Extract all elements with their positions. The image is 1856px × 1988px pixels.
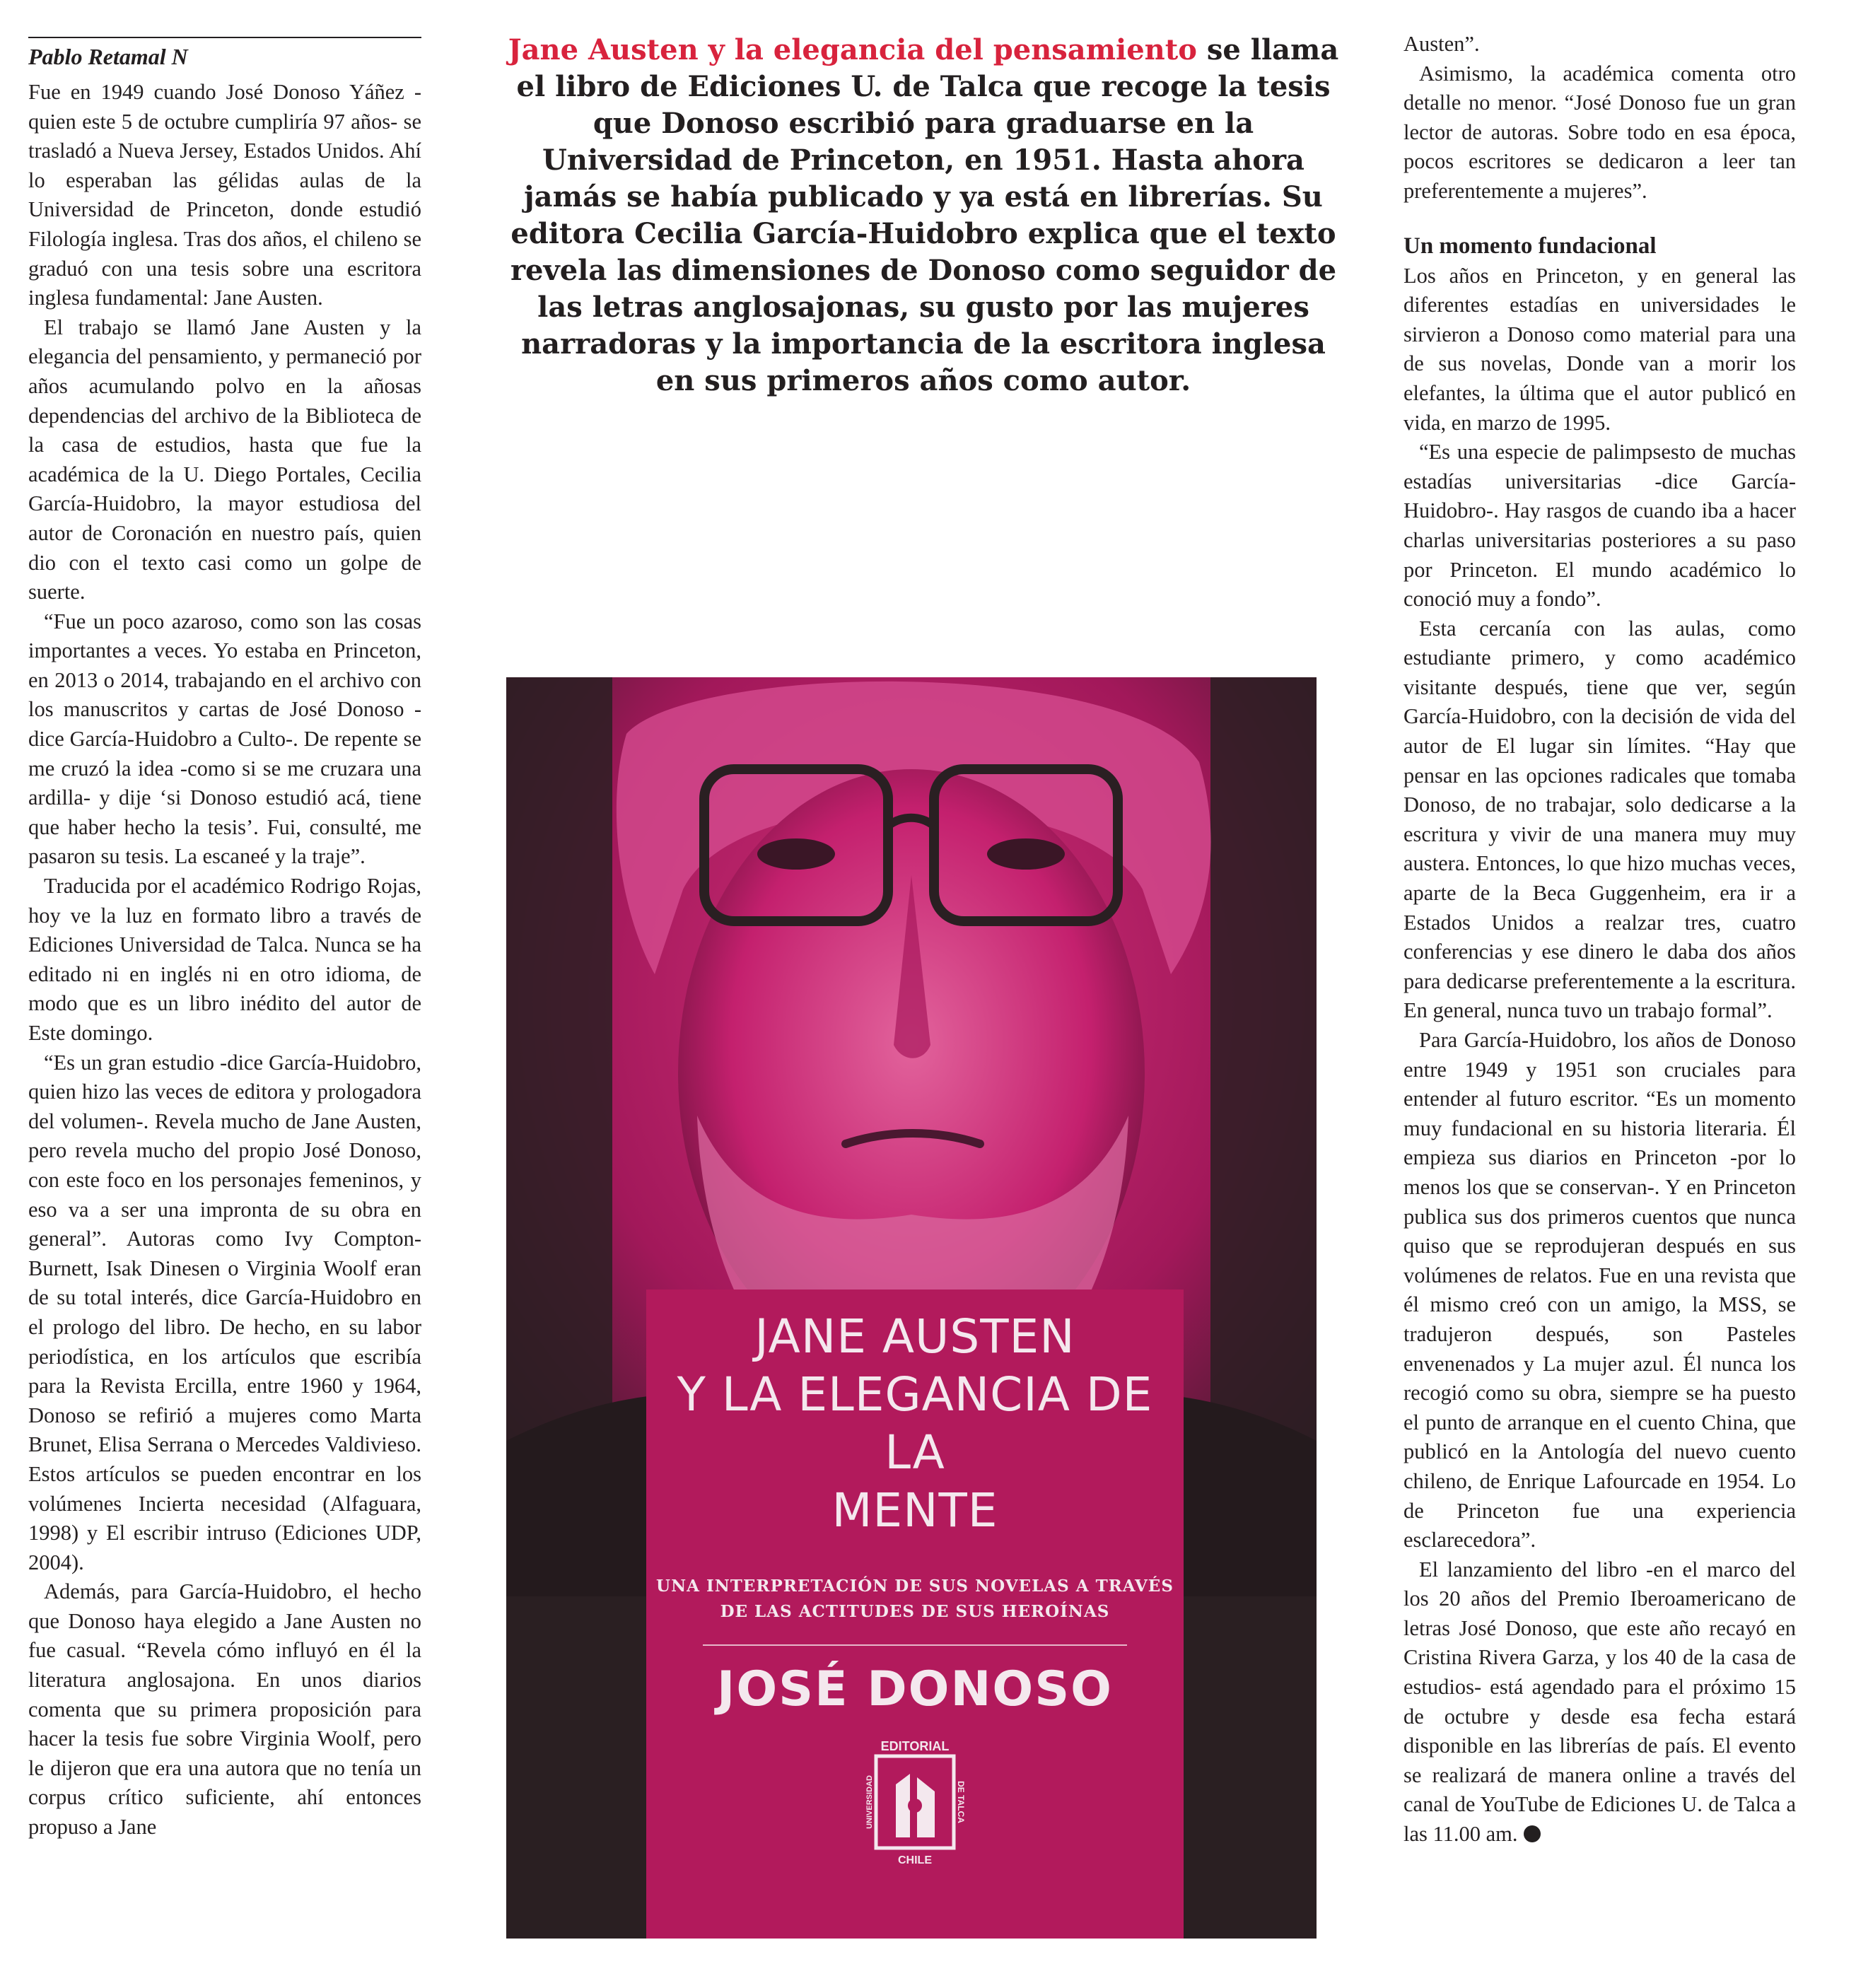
paragraph: Para García-Huidobro, los años de Donoso entre 1949 y 1951 son cruciales para entender al futuro escritor. “Es un momento muy fundacional en su historia literaria. Él empieza sus diarios en Princeton -por lo menos los que se conservan-. Y en Princeton publica sus dos primeros cuentos que nunca quiso que se reprodujeran después en sus volúmenes de relatos. Fue en una revista que él mismo creó con un amigo, la MSS, se tradujeron después, son Pasteles envenenados y La mujer azul. Él nunca los recogió como su obra, siempre se ha puesto el punto de arranque en el cuento China, que publicó en la Antología del nuevo cuento chileno, de Enrique Lafourcade en 1954. Lo de Princeton fue una experiencia esclarecedora”. — [1403, 1028, 1796, 1553]
paragraph: “Fue un poco azaroso, como son las cosas importantes a veces. Yo estaba en Princeton, en 2013 o 2014, trabajando en el archivo con los manuscritos y cartas de José Donoso -dice García-Huidobro a Culto-. De repente se me cruzó la idea -como si se me cruzara una ardilla- y dije ‘si Donoso estudió acá, tiene que haber hecho la tesis’. Fui, consulté, me pasaron su tesis. La escaneé y la traje”. — [28, 609, 421, 869]
seal-left-text: UNIVERSIDAD — [865, 1775, 874, 1829]
end-mark-icon — [1524, 1825, 1541, 1842]
paragraph: Los años en Princeton, y en general las diferentes estadías en universidades le sirvieron a Donoso como material para una de sus novelas, Donde van a morir los elefantes, la última que el autor publicó en vida, en marzo de 1995. — [1403, 263, 1796, 435]
paragraph: Asimismo, la académica comenta otro detalle no menor. “José Donoso fue un gran lector de autoras. Sobre todo en esa época, pocos escritores se dedicaron a leer tan preferentemente a mujeres”. — [1403, 61, 1796, 203]
cover-author: JOSÉ DONOSO — [717, 1661, 1113, 1717]
cover-subtitle — [646, 1574, 1184, 1625]
cover-divider — [703, 1644, 1127, 1646]
paragraph: Fue en 1949 cuando José Donoso Yáñez -quien este 5 de octubre cumpliría 97 años- se trasladó a Nueva Jersey, Estados Unidos. Ahí lo esperaban las gélidas aulas de la Universidad de Princeton, donde estudió Filología inglesa. Tras dos años, el chileno se graduó con una tesis sobre una escritora inglesa fundamental: Jane Austen. — [28, 80, 421, 310]
closing-text: El lanzamiento del libro -en el marco del los 20 años del Premio Iberoamericano de letras José Donoso, que este año recayó en Cristina Rivera Garza, y los 40 de la casa de estudios- está agendado para el próximo 15 de octubre y desde esa fecha estará disponible en las librerías de país. El evento se realizará de manera online a través del canal de YouTube de Ediciones U. de Talca a las 11.00 am. — [1403, 1557, 1796, 1847]
seal-right-text: DE TALCA — [956, 1781, 966, 1823]
paragraph — [1403, 1555, 1796, 1849]
cover-title — [646, 1308, 1184, 1540]
cover-subtitle-line: UNA INTERPRETACIÓN DE SUS NOVELAS A TRAVÉS — [656, 1577, 1174, 1596]
left-column — [28, 37, 421, 1842]
cover-subtitle-line: DE LAS ACTITUDES DE SUS HEROÍNAS — [720, 1602, 1110, 1621]
paragraph: “Es un gran estudio -dice García-Huidobro, quien hizo las veces de editora y prologadora del volumen-. Revela mucho de Jane Austen, pero revela mucho del propio José Donoso, con este foco en los personajes femeninos, y eso va a ser una impronta de su obra en general”. Autoras como Ivy Compton-Burnett, Isak Dinesen o Virginia Woolf eran de su total interés, dice García-Huidobro en el prologo del libro. De hecho, en su labor periodística, en los artículos que escribía para la Revista Ercilla, entre 1960 y 1964, Donoso se refirió a mujeres como Marta Brunet, Elisa Serrana o Mercedes Valdivieso. Estos artículos se pueden encontrar en los volúmenes Incierta necesidad (Alfaguara, 1998) y El escribir intruso (Ediciones UDP, 2004). — [28, 1050, 421, 1574]
paragraph: Traducida por el académico Rodrigo Rojas, hoy ve la luz en formato libro a través de Ediciones Universidad de Talca. Nunca se ha editado ni en inglés ni en otro idioma, de modo que es un libro inédito del autor de Este domingo. — [28, 874, 421, 1045]
byline: Pablo Retamal N — [28, 37, 421, 71]
cover-title-panel — [646, 1290, 1184, 1939]
article-deck — [506, 32, 1341, 399]
right-column — [1403, 30, 1796, 1849]
paragraph: Austen”. — [1403, 32, 1480, 56]
deck-text: se llama el libro de Ediciones U. de Talca que recoge la tesis que Donoso escribió para graduarse en la Universidad de Princeton, en 1951. Hasta ahora jamás se había publicado y ya está en librerías. Su editora Cecilia García-Huidobro explica que el texto revela las dimensiones de Donoso como seguidor de las letras anglosajonas, su gusto por las mujeres narradoras y la importancia de la escritora inglesa en sus primeros años como autor. — [510, 33, 1339, 397]
seal-top-text: EDITORIAL — [880, 1739, 950, 1753]
deck-highlight: Jane Austen y la elegancia del pensamiento — [508, 33, 1197, 66]
paragraph: “Es una especie de palimpsesto de muchas estadías universitarias -dice García-Huidobro-. Hay rasgos de cuando iba a hacer charlas universitarias posteriores a su paso por Princeton. El mundo académico lo conoció muy a fondo”. — [1403, 440, 1796, 612]
paragraph: El trabajo se llamó Jane Austen y la elegancia del pensamiento, y permaneció por años acumulando polvo en la añosas dependencias del archivo de la Biblioteca de la casa de estudios, hasta que fue la académica de la U. Diego Portales, Cecilia García-Huidobro, la mayor estudiosa del autor de Coronación en nuestro país, quien dio con el texto casi como un golpe de suerte. — [28, 315, 421, 604]
paragraph: Esta cercanía con las aulas, como estudiante primero, y como académico visitante después, tiene que ver, según García-Huidobro, con la decisión de vida del autor de El lugar sin límites. “Hay que pensar en las opciones radicales que tomaba Donoso, de no trabajar, solo dedicarse a la escritura y vivir de una manera muy muy austera. Entonces, lo que hizo muchas veces, aparte de la Beca Guggenheim, era ir a Estados Unidos a realzar tres, cuatro conferencias y ese dinero le daba dos años para dedicarse preferentemente a la escritura. En general, nunca tuvo un trabajo formal”. — [1403, 616, 1796, 1023]
book-cover-image — [506, 677, 1317, 1939]
paragraph: Además, para García-Huidobro, el hecho que Donoso haya elegido a Jane Austen no fue casual. “Revela cómo influyó en él la literatura anglosajona. En unos diarios comenta que su primera proposición para hacer la tesis fue sobre Virginia Woolf, pero le dijeron que era una autora que no tenía un corpus crítico suficiente, ahí entonces propuso a Jane — [28, 1579, 421, 1840]
publisher-seal-logo — [865, 1735, 966, 1869]
cover-title-line: MENTE — [831, 1483, 998, 1538]
cover-title-line: Y LA ELEGANCIA DE LA — [677, 1367, 1153, 1480]
seal-bottom-text: CHILE — [898, 1854, 932, 1866]
section-subheading: Un momento fundacional — [1403, 233, 1657, 259]
cover-title-line: JANE AUSTEN — [754, 1309, 1075, 1364]
